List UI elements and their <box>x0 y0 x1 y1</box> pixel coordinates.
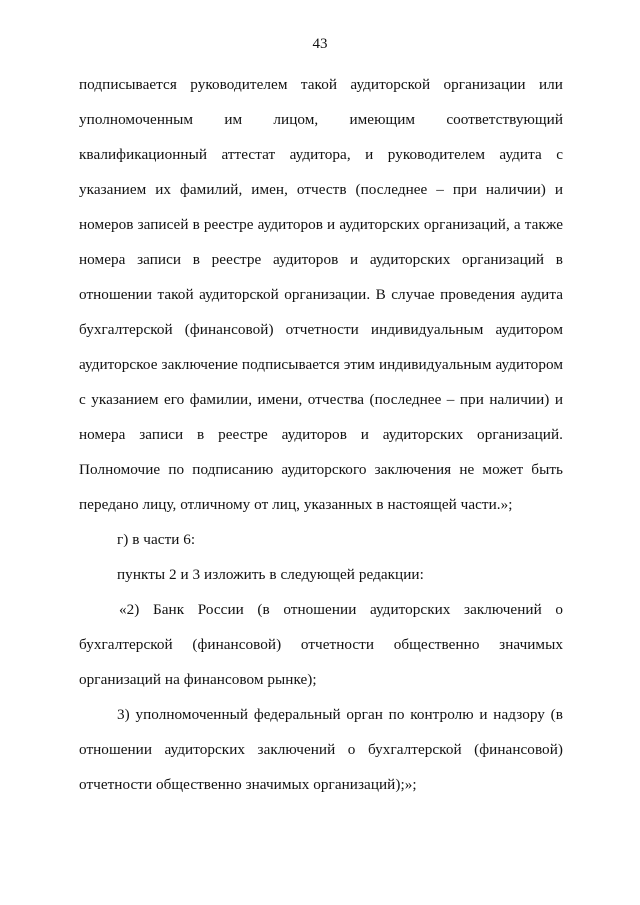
text-line: подписывается руководителем такой аудиторской организации или <box>79 76 563 93</box>
text-line: уполномоченным им лицом, имеющим соответствующий <box>79 111 563 128</box>
text-line: пункты 2 и 3 изложить в следующей редакции: <box>117 566 424 583</box>
text-line: отчетности общественно значимых организаций);»; <box>79 776 417 793</box>
text-line: 3) уполномоченный федеральный орган по контролю и надзору (в <box>117 706 563 723</box>
text-line: бухгалтерской (финансовой) отчетности общественно значимых <box>79 636 563 653</box>
text-line: Полномочие по подписанию аудиторского заключения не может быть <box>79 461 563 478</box>
text-line: аудиторское заключение подписывается этим индивидуальным аудитором <box>79 356 563 373</box>
text-line: с указанием его фамилии, имени, отчества (последнее – при наличии) и <box>79 391 563 408</box>
text-line: организаций на финансовом рынке); <box>79 671 317 688</box>
text-line: номера записи в реестре аудиторов и аудиторских организаций. <box>79 426 563 443</box>
text-line: номеров записей в реестре аудиторов и аудиторских организаций, а также <box>79 216 563 233</box>
text-line: квалификационный аттестат аудитора, и руководителем аудита с <box>79 146 563 163</box>
list-item-heading: г) в части 6: <box>117 531 196 548</box>
text-line: «2) Банк России (в отношении аудиторских заключений о <box>119 601 563 618</box>
text-line: отношении аудиторских заключений о бухгалтерской (финансовой) <box>79 741 563 758</box>
text-line: бухгалтерской (финансовой) отчетности индивидуальным аудитором <box>79 321 563 338</box>
text-line: передано лицу, отличному от лиц, указанных в настоящей части.»; <box>79 496 513 513</box>
text-line: указанием их фамилий, имен, отчеств (последнее – при наличии) и <box>79 181 563 198</box>
text-line: отношении такой аудиторской организации. В случае проведения аудита <box>79 286 563 303</box>
page-number: 43 <box>312 36 328 52</box>
text-line: номера записи в реестре аудиторов и аудиторских организаций в <box>79 251 563 268</box>
